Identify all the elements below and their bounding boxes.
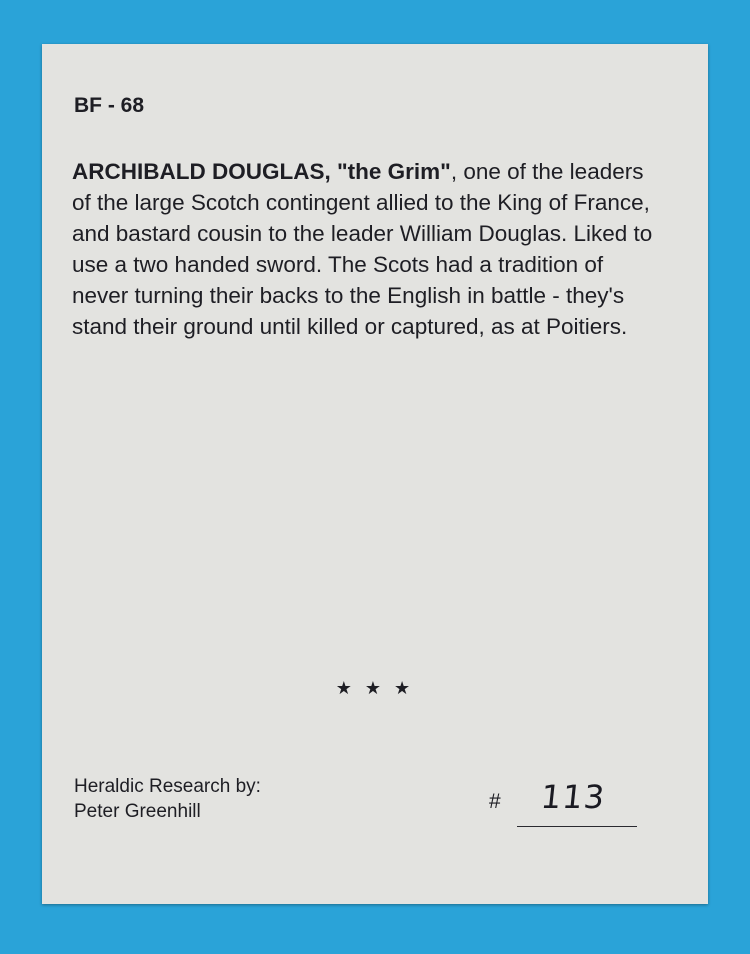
card-description [72,156,662,342]
subject-name: ARCHIBALD DOUGLAS, "the Grim" [72,159,451,184]
card-code: BF - 68 [74,94,145,117]
info-card [42,44,708,904]
number-underline [517,826,637,827]
number-prefix: # [489,790,501,813]
description-text: , one of the leaders of the large Scotch contingent allied to the King of France, and bastard cousin to the leader William Douglas. Liked to use a two handed sword. The Scots had a tradition of never turning their backs to the English in battle - they's stand their ground until killed or captured, as at Poitiers. [72,159,653,339]
serial-number [489,778,639,830]
credit-author: Peter Greenhill [74,801,201,822]
handwritten-number: 113 [539,778,608,816]
star-separator: ★ ★ ★ [335,678,415,698]
research-credit [74,774,261,824]
credit-label: Heraldic Research by: [74,776,261,797]
